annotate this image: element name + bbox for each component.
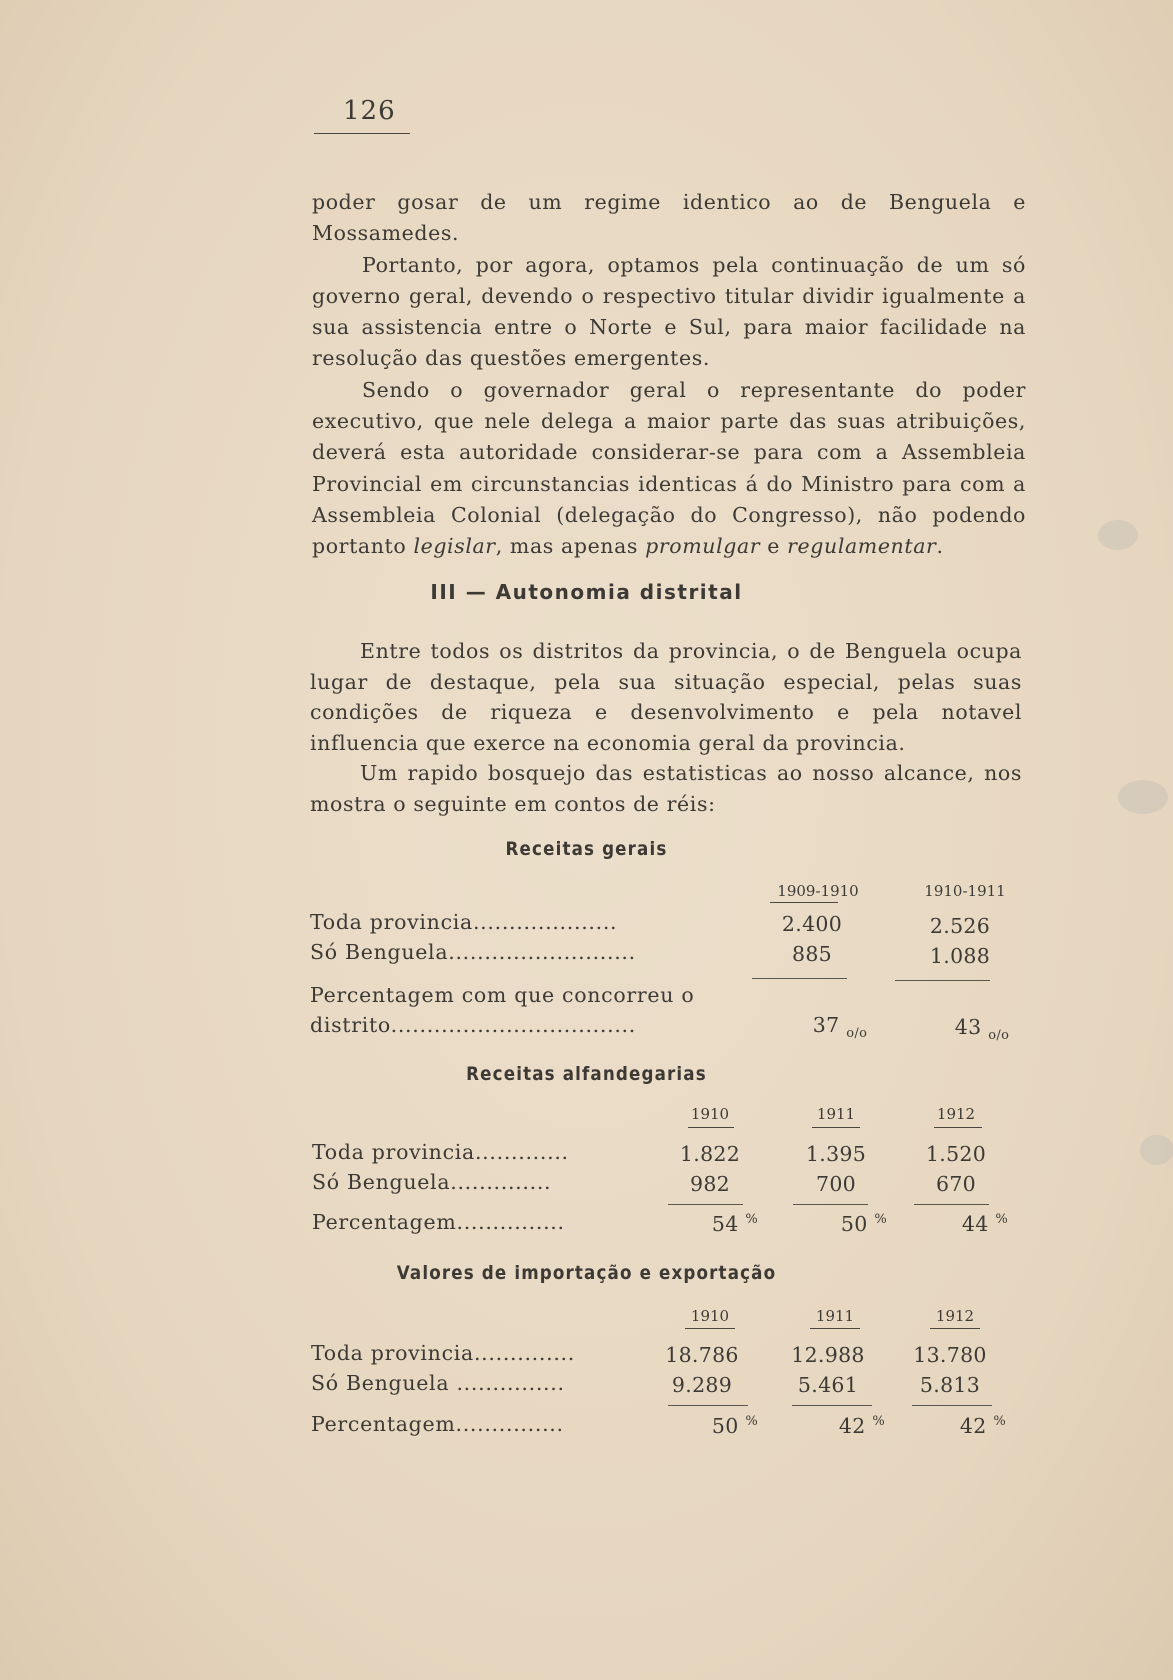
- table3-sum-rule: [668, 1405, 748, 1406]
- table1-sum-rule: [752, 978, 847, 979]
- table2-total-3: 1.520: [925, 1142, 987, 1166]
- table2-pct-2: 50 %: [840, 1212, 888, 1236]
- table3-total-1: 18.786: [665, 1343, 739, 1367]
- table3-beng-1: 9.289: [671, 1373, 733, 1397]
- table2-sum-rule: [668, 1204, 743, 1205]
- table3-sum-rule: [912, 1405, 992, 1406]
- table3-pct-label: Percentagem...............: [311, 1412, 564, 1436]
- body-text-top: [312, 187, 1026, 563]
- paragraph-5: Um rapido bosquejo das estatisticas ao nosso alcance, nos mostra o seguinte em contos de réis:: [310, 761, 1022, 816]
- table3-year-1: 1910: [690, 1307, 730, 1325]
- table2-year-3: 1912: [936, 1105, 976, 1123]
- table1-total-1: 2.400: [781, 912, 843, 936]
- paragraph-1: poder gosar de um regime identico ao de Benguela e Mossamedes.: [312, 190, 1026, 246]
- table1-pct-label-2: distrito..................................: [310, 1013, 636, 1037]
- table3-year-rule: [810, 1328, 860, 1329]
- table2-beng-1: 982: [689, 1172, 731, 1196]
- table3-beng-2: 5.461: [797, 1373, 859, 1397]
- table2-row-beng-label: Só Benguela..............: [312, 1170, 552, 1194]
- paragraph-2: Portanto, por agora, optamos pela continuação de um só governo geral, devendo o respectivo titular dividir igualmente a sua assistencia entre o Norte e Sul, para maior facilidade na resolução das questões emergentes.: [312, 252, 1026, 371]
- table2-pct-3: 44 %: [961, 1212, 1009, 1236]
- table3-pct-3: 42 %: [959, 1414, 1007, 1438]
- table2-year-2: 1911: [816, 1105, 856, 1123]
- table3-sum-rule: [792, 1405, 872, 1406]
- table3-row-beng-label: Só Benguela ...............: [311, 1371, 565, 1395]
- paragraph-4: Entre todos os distritos da provincia, o de Benguela ocupa lugar de destaque, pela sua situação especial, pelas suas condições de riqueza e desenvolvimento e pela notavel influencia que exerce na economia geral da provincia.: [310, 639, 1022, 755]
- paragraph-3: Sendo o governador geral o representante do poder executivo, que nele delega a maior parte das suas atribuições, deverá esta autoridade considerar-se para com a Assembleia Provincial em circunstancias identicas á do Ministro para com a Assembleia Colonial (delegação do Congresso), não podendo portanto legislar, mas apenas promulgar e regulamentar.: [312, 377, 1026, 559]
- table3-row-total-label: Toda provincia..............: [311, 1341, 575, 1365]
- table3-year-rule: [930, 1328, 980, 1329]
- table1-title: Receitas gerais: [505, 838, 668, 860]
- table3-total-3: 13.780: [913, 1343, 987, 1367]
- table2-sum-rule: [914, 1204, 989, 1205]
- table3-beng-3: 5.813: [919, 1373, 981, 1397]
- table2-row-total-label: Toda provincia.............: [312, 1140, 569, 1164]
- table2-year-rule: [688, 1127, 734, 1128]
- paper-stain: [1118, 780, 1168, 814]
- table2-year-rule: [934, 1127, 982, 1128]
- paper-stain: [1140, 1135, 1173, 1165]
- table1-pct-1: 37 $_{o/o}$: [812, 1013, 868, 1042]
- table1-beng-2: 1.088: [929, 944, 991, 968]
- table3-year-2: 1911: [815, 1307, 855, 1325]
- table2-year-rule: [812, 1127, 860, 1128]
- table3-year-rule: [685, 1328, 735, 1329]
- table1-row-beng-label: Só Benguela..........................: [310, 940, 636, 964]
- table1-sum-rule: [895, 980, 990, 981]
- table3-total-2: 12.988: [791, 1343, 865, 1367]
- table1-year-1: 1909-1910: [777, 882, 859, 900]
- table3-pct-2: 42 %: [838, 1414, 886, 1438]
- table2-pct-label: Percentagem...............: [312, 1210, 565, 1234]
- table3-year-3: 1912: [935, 1307, 975, 1325]
- table3-pct-1: 50 %: [711, 1414, 759, 1438]
- table1-beng-1: 885: [791, 942, 833, 966]
- page-number-rule: [314, 133, 410, 134]
- table1-pct-label-1: Percentagem com que concorreu o: [310, 983, 695, 1007]
- table1-pct-2: 43 $_{o/o}$: [954, 1015, 1010, 1044]
- page-number: 126: [343, 96, 396, 126]
- section-title: III — Autonomia distrital: [430, 580, 743, 604]
- table1-total-2: 2.526: [929, 914, 991, 938]
- table2-sum-rule: [793, 1204, 868, 1205]
- table1-year-2: 1910-1911: [924, 882, 1006, 900]
- table1-year-rule: [770, 902, 838, 903]
- table2-beng-3: 670: [935, 1172, 977, 1196]
- table3-title: Valores de importação e exportação: [396, 1262, 777, 1284]
- table2-beng-2: 700: [815, 1172, 857, 1196]
- table2-title: Receitas alfandegarias: [466, 1063, 707, 1085]
- body-text-section: [310, 636, 1022, 819]
- paper-stain: [1098, 520, 1138, 550]
- table2-total-2: 1.395: [805, 1142, 867, 1166]
- table2-total-1: 1.822: [679, 1142, 741, 1166]
- table2-pct-1: 54 %: [711, 1212, 759, 1236]
- table2-year-1: 1910: [690, 1105, 730, 1123]
- table1-row-total-label: Toda provincia....................: [310, 910, 618, 934]
